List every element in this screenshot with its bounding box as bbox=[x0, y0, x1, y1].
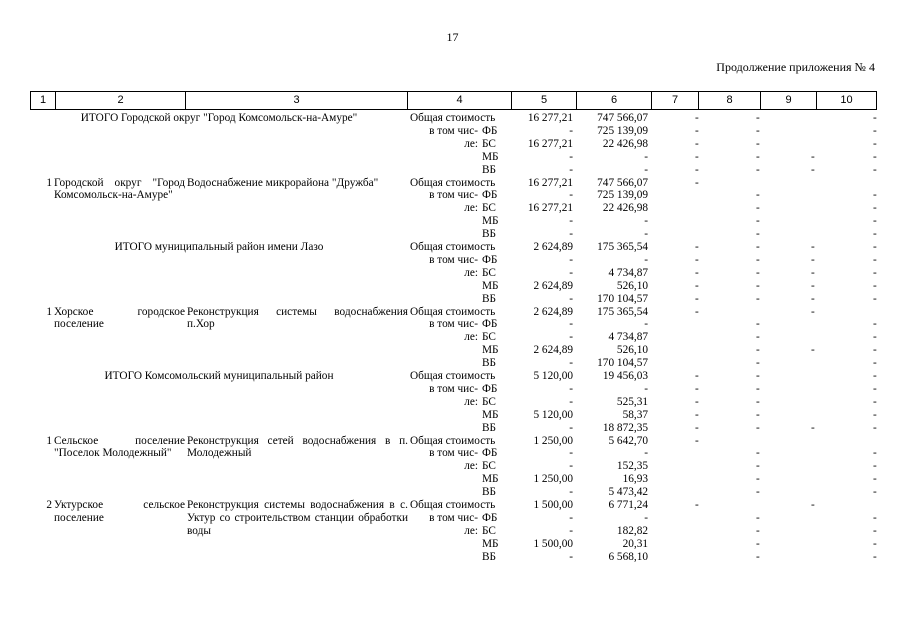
cell-v10: - bbox=[873, 344, 877, 357]
including-label-cont: ле: bbox=[464, 202, 478, 215]
cell-v5: 2 624,89 bbox=[533, 241, 573, 253]
cell-v8: - bbox=[756, 163, 760, 176]
cell-v10: - bbox=[873, 473, 877, 486]
fund-source: ВБ bbox=[482, 357, 497, 370]
cell-v7: - bbox=[695, 176, 699, 189]
header-col-5: 5 bbox=[512, 92, 577, 109]
table-header bbox=[30, 91, 877, 110]
table-row bbox=[30, 460, 877, 473]
cell-v8: - bbox=[756, 137, 760, 150]
cell-v6: 170 104,57 bbox=[597, 357, 648, 370]
cell-v10: - bbox=[873, 537, 877, 550]
municipality-name: Городской округ "Город Комсомольск-на-Амуре" bbox=[54, 176, 185, 202]
cell-v5: - bbox=[569, 511, 573, 524]
table-row bbox=[30, 370, 877, 383]
cell-v8: - bbox=[756, 279, 760, 292]
table-row bbox=[30, 538, 877, 551]
page-number: 17 bbox=[446, 30, 459, 44]
total-cost-label: Общая стоимость bbox=[410, 499, 496, 511]
header-col-6: 6 bbox=[577, 92, 652, 109]
fund-source: ВБ bbox=[482, 486, 497, 499]
fund-source: МБ bbox=[482, 537, 499, 550]
cell-v10: - bbox=[873, 550, 877, 563]
fund-source: ВБ bbox=[482, 550, 497, 563]
fund-source: МБ bbox=[482, 215, 499, 228]
fund-source: ФБ bbox=[482, 124, 498, 137]
cell-v8: - bbox=[756, 202, 760, 215]
cell-v5: - bbox=[569, 292, 573, 305]
cell-v6: 152,35 bbox=[616, 460, 648, 473]
cell-v6: 170 104,57 bbox=[597, 292, 648, 305]
table-row bbox=[30, 357, 877, 370]
cell-v10: - bbox=[873, 318, 877, 331]
cell-v5: - bbox=[569, 382, 573, 395]
cell-v10: - bbox=[873, 124, 877, 137]
cell-v8: - bbox=[756, 189, 760, 202]
cell-v5: - bbox=[569, 318, 573, 331]
cell-v10: - bbox=[873, 331, 877, 344]
cell-v10: - bbox=[873, 202, 877, 215]
cell-v9: - bbox=[811, 344, 815, 357]
fund-source: МБ bbox=[482, 279, 499, 292]
cell-v10: - bbox=[873, 253, 877, 266]
cell-v9: - bbox=[811, 499, 815, 511]
cell-v8: - bbox=[756, 537, 760, 550]
cell-v9: - bbox=[811, 253, 815, 266]
table-row bbox=[30, 267, 877, 280]
cell-v8: - bbox=[756, 473, 760, 486]
fund-source: ВБ bbox=[482, 421, 497, 434]
cell-v7: - bbox=[695, 112, 699, 124]
cell-v5: - bbox=[569, 421, 573, 434]
table-row bbox=[30, 189, 877, 202]
municipality-name: Сельское поселение "Поселок Молодежный" bbox=[54, 434, 185, 460]
including-label: в том чис- bbox=[429, 318, 478, 331]
cell-v8: - bbox=[756, 395, 760, 408]
cell-v6: 175 365,54 bbox=[597, 241, 648, 253]
table-row bbox=[30, 215, 877, 228]
project-block bbox=[30, 435, 877, 500]
fund-source: МБ bbox=[482, 344, 499, 357]
total-cost-label: Общая стоимость bbox=[410, 434, 496, 447]
total-title: ИТОГО муниципальный район имени Лазо bbox=[114, 241, 324, 253]
cell-v5: 1 500,00 bbox=[533, 537, 573, 550]
table-row bbox=[30, 551, 877, 564]
cell-v7: - bbox=[695, 434, 699, 447]
cell-v10: - bbox=[873, 279, 877, 292]
fund-source: МБ bbox=[482, 408, 499, 421]
table-row bbox=[30, 396, 877, 409]
header-col-3: 3 bbox=[186, 92, 408, 109]
fund-source: БС bbox=[482, 395, 496, 408]
appendix-continuation: Продолжение приложения № 4 bbox=[716, 60, 875, 74]
project-name: Реконструкция сетей водоснабжения в п. Молодежный bbox=[187, 434, 408, 460]
table-row bbox=[30, 473, 877, 486]
cell-v5: 1 250,00 bbox=[533, 473, 573, 486]
cell-v5: 16 277,21 bbox=[527, 137, 573, 150]
fund-source: МБ bbox=[482, 473, 499, 486]
cell-v6: - bbox=[644, 253, 648, 266]
row-number: 1 bbox=[46, 434, 52, 447]
cell-v8: - bbox=[756, 241, 760, 253]
cell-v10: - bbox=[873, 408, 877, 421]
cell-v10: - bbox=[873, 524, 877, 537]
cell-v5: - bbox=[569, 395, 573, 408]
cell-v8: - bbox=[756, 421, 760, 434]
cell-v10: - bbox=[873, 228, 877, 241]
cell-v5: 1 500,00 bbox=[533, 499, 573, 511]
including-label: в том чис- bbox=[429, 511, 478, 524]
cell-v7: - bbox=[695, 241, 699, 253]
cell-v5: - bbox=[569, 253, 573, 266]
cell-v8: - bbox=[756, 344, 760, 357]
cell-v5: - bbox=[569, 524, 573, 537]
cell-v5: 16 277,21 bbox=[527, 202, 573, 215]
cell-v6: 22 426,98 bbox=[602, 137, 648, 150]
header-col-2: 2 bbox=[56, 92, 186, 109]
cell-v7: - bbox=[695, 137, 699, 150]
cell-v6: 4 734,87 bbox=[608, 331, 648, 344]
table-row bbox=[30, 254, 877, 267]
header-col-1: 1 bbox=[31, 92, 56, 109]
cell-v5: 16 277,21 bbox=[527, 112, 573, 124]
cell-v10: - bbox=[873, 215, 877, 228]
project-name: Реконструкция системы водоснабжения в с. Уктур со строительством станции обработки воды bbox=[187, 499, 408, 537]
table-row bbox=[30, 177, 877, 190]
table-row bbox=[30, 512, 877, 525]
cell-v6: 747 566,07 bbox=[597, 112, 648, 124]
table-row bbox=[30, 525, 877, 538]
table-row bbox=[30, 422, 877, 435]
cell-v5: - bbox=[569, 215, 573, 228]
table-row bbox=[30, 499, 877, 512]
cell-v7: - bbox=[695, 253, 699, 266]
fund-source: ФБ bbox=[482, 511, 498, 524]
cell-v6: 175 365,54 bbox=[597, 305, 648, 318]
table-row bbox=[30, 293, 877, 306]
cell-v7: - bbox=[695, 382, 699, 395]
cell-v6: - bbox=[644, 318, 648, 331]
including-label-cont: ле: bbox=[464, 460, 478, 473]
cell-v10: - bbox=[873, 421, 877, 434]
project-block bbox=[30, 499, 877, 564]
cell-v10: - bbox=[873, 163, 877, 176]
cell-v5: 5 120,00 bbox=[533, 370, 573, 382]
cell-v6: 526,10 bbox=[616, 344, 648, 357]
fund-source: ВБ bbox=[482, 292, 497, 305]
cell-v6: - bbox=[644, 150, 648, 163]
table-row bbox=[30, 202, 877, 215]
fund-source: БС bbox=[482, 266, 496, 279]
fund-source: БС bbox=[482, 202, 496, 215]
cell-v8: - bbox=[756, 215, 760, 228]
cell-v8: - bbox=[756, 460, 760, 473]
table-row bbox=[30, 331, 877, 344]
cell-v9: - bbox=[811, 163, 815, 176]
table-row bbox=[30, 486, 877, 499]
cell-v5: - bbox=[569, 550, 573, 563]
cell-v7: - bbox=[695, 305, 699, 318]
table-row bbox=[30, 447, 877, 460]
cell-v6: - bbox=[644, 511, 648, 524]
cell-v10: - bbox=[873, 266, 877, 279]
cell-v8: - bbox=[756, 511, 760, 524]
table-row bbox=[30, 241, 877, 254]
cell-v10: - bbox=[873, 395, 877, 408]
cell-v10: - bbox=[873, 137, 877, 150]
cell-v6: - bbox=[644, 215, 648, 228]
header-col-10: 10 bbox=[840, 94, 853, 106]
table-row bbox=[30, 409, 877, 422]
cell-v7: - bbox=[695, 279, 699, 292]
cell-v7: - bbox=[695, 266, 699, 279]
cell-v8: - bbox=[756, 357, 760, 370]
cell-v5: - bbox=[569, 357, 573, 370]
cell-v5: 2 624,89 bbox=[533, 305, 573, 318]
cell-v5: 2 624,89 bbox=[533, 279, 573, 292]
table-row bbox=[30, 125, 877, 138]
cell-v8: - bbox=[756, 124, 760, 137]
total-block bbox=[30, 241, 877, 306]
total-cost-label: Общая стоимость bbox=[410, 370, 496, 382]
cell-v10: - bbox=[873, 357, 877, 370]
header-col-8: 8 bbox=[699, 92, 761, 109]
cell-v6: 22 426,98 bbox=[602, 202, 648, 215]
cell-v8: - bbox=[756, 228, 760, 241]
table-row bbox=[30, 164, 877, 177]
including-label: в том чис- bbox=[429, 124, 478, 137]
cell-v6: 182,82 bbox=[616, 524, 648, 537]
cell-v6: - bbox=[644, 163, 648, 176]
cell-v9: - bbox=[811, 292, 815, 305]
cell-v9: - bbox=[811, 305, 815, 318]
cell-v8: - bbox=[756, 408, 760, 421]
table-row bbox=[30, 344, 877, 357]
row-number: 1 bbox=[46, 176, 52, 189]
table-row bbox=[30, 280, 877, 293]
total-title: ИТОГО Городской округ "Город Комсомольск-на-Амуре" bbox=[80, 112, 358, 124]
municipality-name: Уктурское сельское поселение bbox=[54, 499, 185, 524]
including-label-cont: ле: bbox=[464, 137, 478, 150]
cell-v8: - bbox=[756, 550, 760, 563]
cell-v10: - bbox=[873, 292, 877, 305]
cell-v6: 20,31 bbox=[622, 537, 648, 550]
cell-v5: 5 120,00 bbox=[533, 408, 573, 421]
cell-v7: - bbox=[695, 408, 699, 421]
cell-v6: 16,93 bbox=[622, 473, 648, 486]
cell-v5: 2 624,89 bbox=[533, 344, 573, 357]
header-col-7: 7 bbox=[652, 92, 699, 109]
cell-v7: - bbox=[695, 421, 699, 434]
cell-v7: - bbox=[695, 499, 699, 511]
fund-source: ФБ bbox=[482, 382, 498, 395]
cell-v10: - bbox=[873, 486, 877, 499]
cell-v5: - bbox=[569, 331, 573, 344]
cell-v9: - bbox=[811, 421, 815, 434]
cell-v6: - bbox=[644, 382, 648, 395]
row-number: 2 bbox=[46, 499, 52, 511]
including-label-cont: ле: bbox=[464, 331, 478, 344]
cell-v8: - bbox=[756, 266, 760, 279]
cell-v10: - bbox=[873, 447, 877, 460]
cell-v5: 16 277,21 bbox=[527, 176, 573, 189]
cell-v8: - bbox=[756, 253, 760, 266]
cell-v5: - bbox=[569, 266, 573, 279]
cell-v6: 526,10 bbox=[616, 279, 648, 292]
table-row bbox=[30, 306, 877, 319]
cell-v7: - bbox=[695, 395, 699, 408]
cell-v5: - bbox=[569, 163, 573, 176]
cell-v10: - bbox=[873, 241, 877, 253]
table-row bbox=[30, 112, 877, 125]
fund-source: ВБ bbox=[482, 228, 497, 241]
table-row bbox=[30, 435, 877, 448]
project-name: Водоснабжение микрорайона "Дружба" bbox=[187, 176, 379, 189]
municipality-name: Хорское городское поселение bbox=[54, 305, 185, 331]
cell-v10: - bbox=[873, 370, 877, 382]
cell-v5: - bbox=[569, 228, 573, 241]
including-label: в том чис- bbox=[429, 382, 478, 395]
table-row bbox=[30, 151, 877, 164]
cell-v9: - bbox=[811, 150, 815, 163]
fund-source: ФБ bbox=[482, 253, 498, 266]
project-block bbox=[30, 306, 877, 371]
cell-v7: - bbox=[695, 124, 699, 137]
table-row bbox=[30, 228, 877, 241]
cell-v9: - bbox=[811, 279, 815, 292]
cell-v5: - bbox=[569, 486, 573, 499]
cell-v5: - bbox=[569, 124, 573, 137]
header-col-9: 9 bbox=[761, 92, 817, 109]
cell-v8: - bbox=[756, 112, 760, 124]
cell-v6: 6 771,24 bbox=[608, 499, 648, 511]
cell-v10: - bbox=[873, 511, 877, 524]
cell-v6: 19 456,03 bbox=[602, 370, 648, 382]
cell-v5: - bbox=[569, 460, 573, 473]
cell-v8: - bbox=[756, 370, 760, 382]
project-name: Реконструкция системы водоснабжения п.Хор bbox=[187, 305, 408, 331]
total-block bbox=[30, 370, 877, 435]
cell-v9: - bbox=[811, 266, 815, 279]
including-label-cont: ле: bbox=[464, 395, 478, 408]
cell-v6: - bbox=[644, 447, 648, 460]
cell-v8: - bbox=[756, 318, 760, 331]
fund-source: БС bbox=[482, 331, 496, 344]
cell-v7: - bbox=[695, 150, 699, 163]
cell-v6: 18 872,35 bbox=[602, 421, 648, 434]
fund-source: БС bbox=[482, 137, 496, 150]
cell-v8: - bbox=[756, 331, 760, 344]
cell-v5: - bbox=[569, 189, 573, 202]
cell-v7: - bbox=[695, 292, 699, 305]
cell-v6: 4 734,87 bbox=[608, 266, 648, 279]
total-cost-label: Общая стоимость bbox=[410, 176, 496, 189]
cell-v6: 525,31 bbox=[616, 395, 648, 408]
project-block bbox=[30, 177, 877, 242]
cell-v6: 5 642,70 bbox=[608, 434, 648, 447]
header-col-4: 4 bbox=[408, 92, 512, 109]
cell-v9: - bbox=[811, 241, 815, 253]
cell-v5: 1 250,00 bbox=[533, 434, 573, 447]
including-label-cont: ле: bbox=[464, 266, 478, 279]
total-cost-label: Общая стоимость bbox=[410, 112, 496, 124]
fund-source: БС bbox=[482, 460, 496, 473]
fund-source: БС bbox=[482, 524, 496, 537]
cell-v6: 5 473,42 bbox=[608, 486, 648, 499]
including-label: в том чис- bbox=[429, 447, 478, 460]
cell-v10: - bbox=[873, 382, 877, 395]
cell-v8: - bbox=[756, 447, 760, 460]
total-title: ИТОГО Комсомольский муниципальный район bbox=[104, 370, 334, 382]
table-row bbox=[30, 383, 877, 396]
cell-v8: - bbox=[756, 524, 760, 537]
fund-source: МБ bbox=[482, 150, 499, 163]
cell-v10: - bbox=[873, 150, 877, 163]
cell-v7: - bbox=[695, 163, 699, 176]
cell-v6: - bbox=[644, 228, 648, 241]
cell-v8: - bbox=[756, 382, 760, 395]
fund-source: ВБ bbox=[482, 163, 497, 176]
including-label: в том чис- bbox=[429, 189, 478, 202]
total-cost-label: Общая стоимость bbox=[410, 241, 496, 253]
including-label: в том чис- bbox=[429, 253, 478, 266]
row-number: 1 bbox=[46, 305, 52, 318]
cell-v8: - bbox=[756, 292, 760, 305]
total-cost-label: Общая стоимость bbox=[410, 305, 496, 318]
cell-v6: 725 139,09 bbox=[597, 124, 648, 137]
cell-v8: - bbox=[756, 486, 760, 499]
total-block bbox=[30, 112, 877, 177]
table-row bbox=[30, 318, 877, 331]
cell-v8: - bbox=[756, 150, 760, 163]
fund-source: ФБ bbox=[482, 189, 498, 202]
cell-v5: - bbox=[569, 447, 573, 460]
cell-v10: - bbox=[873, 460, 877, 473]
cell-v6: 58,37 bbox=[622, 408, 648, 421]
cell-v10: - bbox=[873, 112, 877, 124]
cell-v6: 747 566,07 bbox=[597, 176, 648, 189]
fund-source: ФБ bbox=[482, 447, 498, 460]
cell-v10: - bbox=[873, 189, 877, 202]
cell-v6: 6 568,10 bbox=[608, 550, 648, 563]
table-row bbox=[30, 138, 877, 151]
fund-source: ФБ bbox=[482, 318, 498, 331]
cell-v7: - bbox=[695, 370, 699, 382]
cell-v6: 725 139,09 bbox=[597, 189, 648, 202]
cell-v5: - bbox=[569, 150, 573, 163]
including-label-cont: ле: bbox=[464, 524, 478, 537]
